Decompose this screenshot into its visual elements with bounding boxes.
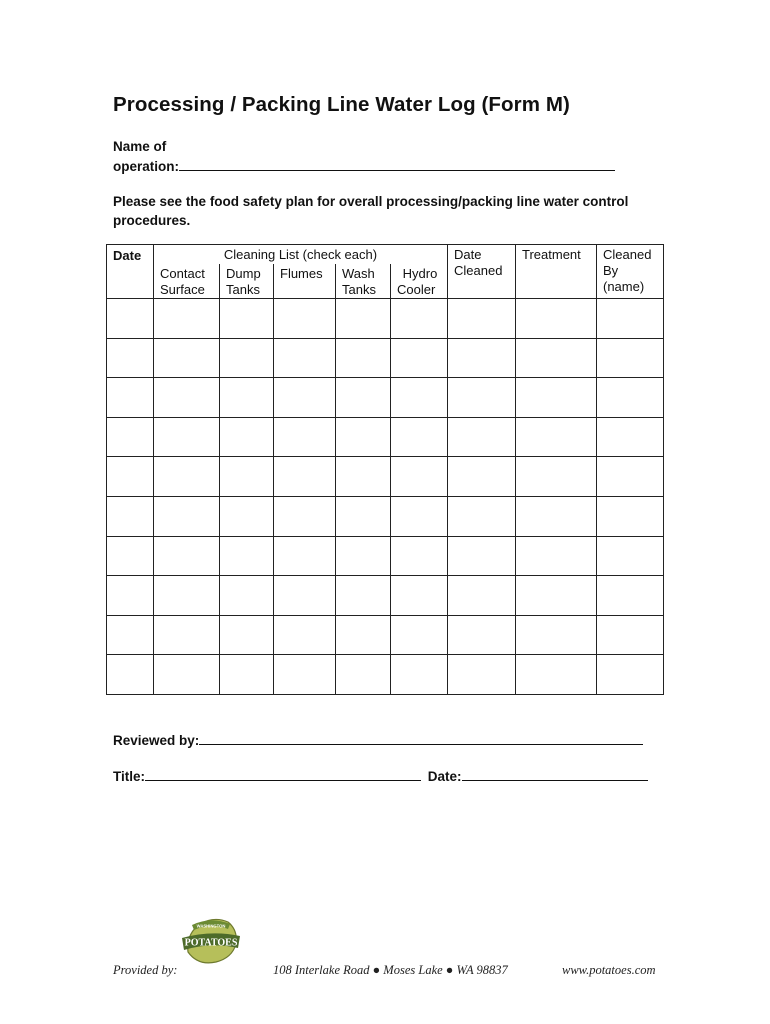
log-cell[interactable]	[516, 655, 597, 695]
log-cell[interactable]	[220, 338, 274, 378]
log-cell[interactable]	[391, 417, 448, 457]
log-cell[interactable]	[391, 655, 448, 695]
log-cell[interactable]	[391, 299, 448, 339]
table-row	[107, 576, 664, 616]
log-cell[interactable]	[336, 299, 391, 339]
table-row	[107, 655, 664, 695]
log-cell[interactable]	[391, 457, 448, 497]
footer-website[interactable]: www.potatoes.com	[562, 963, 656, 977]
log-rows	[107, 299, 664, 695]
log-cell[interactable]	[107, 417, 154, 457]
log-cell[interactable]	[274, 655, 336, 695]
dump-tanks-header: Dump Tanks	[220, 264, 274, 299]
log-cell[interactable]	[597, 576, 664, 616]
log-cell[interactable]	[597, 615, 664, 655]
date-cleaned-header: Date Cleaned	[448, 245, 516, 299]
table-row	[107, 615, 664, 655]
log-cell[interactable]	[336, 536, 391, 576]
log-cell[interactable]	[274, 536, 336, 576]
log-cell[interactable]	[274, 417, 336, 457]
log-cell[interactable]	[107, 655, 154, 695]
log-cell[interactable]	[336, 576, 391, 616]
log-cell[interactable]	[220, 536, 274, 576]
reviewed-by-blank[interactable]	[199, 730, 643, 745]
log-cell[interactable]	[597, 536, 664, 576]
wash-tanks-header: Wash Tanks	[336, 264, 391, 299]
log-cell[interactable]	[516, 299, 597, 339]
log-cell[interactable]	[220, 496, 274, 536]
log-cell[interactable]	[448, 496, 516, 536]
name-of-label: Name of	[113, 139, 167, 154]
log-cell[interactable]	[154, 615, 220, 655]
reviewed-by-row	[113, 730, 643, 748]
table-row	[107, 338, 664, 378]
log-cell[interactable]	[597, 496, 664, 536]
table-row	[107, 417, 664, 457]
hydro-cooler-header: Hydro Cooler	[391, 264, 448, 299]
log-cell[interactable]	[336, 457, 391, 497]
log-cell[interactable]	[220, 378, 274, 418]
table-row	[107, 536, 664, 576]
log-cell[interactable]	[274, 576, 336, 616]
log-cell[interactable]	[448, 615, 516, 655]
log-cell[interactable]	[336, 338, 391, 378]
log-cell[interactable]	[154, 496, 220, 536]
operation-label: operation:	[113, 159, 179, 174]
log-cell[interactable]	[107, 338, 154, 378]
log-cell[interactable]	[448, 536, 516, 576]
log-cell[interactable]	[448, 655, 516, 695]
log-cell[interactable]	[220, 417, 274, 457]
washington-potatoes-logo	[178, 912, 244, 966]
log-cell[interactable]	[154, 457, 220, 497]
log-cell[interactable]	[516, 378, 597, 418]
footer-address: 108 Interlake Road ● Moses Lake ● WA 98837	[273, 963, 508, 977]
log-cell[interactable]	[220, 576, 274, 616]
log-cell[interactable]	[597, 417, 664, 457]
log-cell[interactable]	[336, 496, 391, 536]
log-cell[interactable]	[516, 496, 597, 536]
treatment-header: Treatment	[516, 245, 597, 299]
title-date-row	[113, 766, 648, 784]
log-cell[interactable]	[274, 615, 336, 655]
log-cell[interactable]	[336, 655, 391, 695]
log-cell[interactable]	[391, 378, 448, 418]
log-cell[interactable]	[516, 338, 597, 378]
log-cell[interactable]	[274, 496, 336, 536]
date-blank[interactable]	[462, 766, 648, 781]
log-cell[interactable]	[336, 378, 391, 418]
log-cell[interactable]	[154, 655, 220, 695]
log-cell[interactable]	[107, 576, 154, 616]
log-cell[interactable]	[597, 655, 664, 695]
log-cell[interactable]	[154, 338, 220, 378]
logo-top-text: WASHINGTON	[196, 923, 226, 929]
provided-by-label: Provided by:	[113, 963, 178, 977]
date-header: Date	[107, 245, 154, 299]
log-cell[interactable]	[107, 457, 154, 497]
log-cell[interactable]	[516, 615, 597, 655]
log-cell[interactable]	[107, 536, 154, 576]
log-cell[interactable]	[336, 417, 391, 457]
log-cell[interactable]	[516, 576, 597, 616]
cleaned-by-header: Cleaned By (name)	[597, 245, 664, 299]
table-row	[107, 299, 664, 339]
log-cell[interactable]	[220, 615, 274, 655]
title-label: Title:	[113, 769, 146, 784]
instructions-text: Please see the food safety plan for overall processing/packing line water control procedures.	[113, 194, 629, 228]
log-cell[interactable]	[336, 615, 391, 655]
log-cell[interactable]	[391, 536, 448, 576]
log-cell[interactable]	[597, 378, 664, 418]
operation-name-blank[interactable]	[179, 156, 615, 171]
log-cell[interactable]	[448, 299, 516, 339]
log-cell[interactable]	[107, 299, 154, 339]
table-row	[107, 496, 664, 536]
log-cell[interactable]	[597, 457, 664, 497]
table-row	[107, 378, 664, 418]
log-cell[interactable]	[391, 338, 448, 378]
log-cell[interactable]	[516, 536, 597, 576]
flumes-header: Flumes	[274, 264, 336, 299]
log-cell[interactable]	[448, 417, 516, 457]
table-row	[107, 457, 664, 497]
log-cell[interactable]	[220, 299, 274, 339]
log-cell[interactable]	[107, 378, 154, 418]
cleaning-list-header: Cleaning List (check each)	[154, 245, 448, 264]
operation-field-row	[113, 156, 615, 174]
title-blank[interactable]	[145, 766, 421, 781]
log-cell[interactable]	[597, 338, 664, 378]
form-title: Processing / Packing Line Water Log (Form M)	[113, 93, 570, 116]
water-log-table	[106, 244, 664, 695]
date-label: Date:	[427, 769, 462, 784]
log-cell[interactable]	[448, 338, 516, 378]
log-cell[interactable]	[274, 378, 336, 418]
log-cell[interactable]	[274, 457, 336, 497]
log-cell[interactable]	[391, 496, 448, 536]
log-cell[interactable]	[448, 576, 516, 616]
log-cell[interactable]	[391, 576, 448, 616]
log-cell[interactable]	[107, 496, 154, 536]
logo-main-text: POTATOES	[184, 937, 238, 949]
log-cell[interactable]	[391, 615, 448, 655]
log-cell[interactable]	[274, 299, 336, 339]
log-cell[interactable]	[220, 655, 274, 695]
log-cell[interactable]	[154, 299, 220, 339]
log-cell[interactable]	[516, 417, 597, 457]
contact-surface-header: Contact Surface	[154, 264, 220, 299]
log-cell[interactable]	[107, 615, 154, 655]
log-cell[interactable]	[448, 378, 516, 418]
log-cell[interactable]	[516, 457, 597, 497]
log-cell[interactable]	[274, 338, 336, 378]
log-cell[interactable]	[154, 417, 220, 457]
reviewed-by-label: Reviewed by:	[113, 733, 200, 748]
log-cell[interactable]	[597, 299, 664, 339]
log-cell[interactable]	[154, 576, 220, 616]
log-cell[interactable]	[220, 457, 274, 497]
log-cell[interactable]	[154, 378, 220, 418]
log-cell[interactable]	[448, 457, 516, 497]
log-cell[interactable]	[154, 536, 220, 576]
